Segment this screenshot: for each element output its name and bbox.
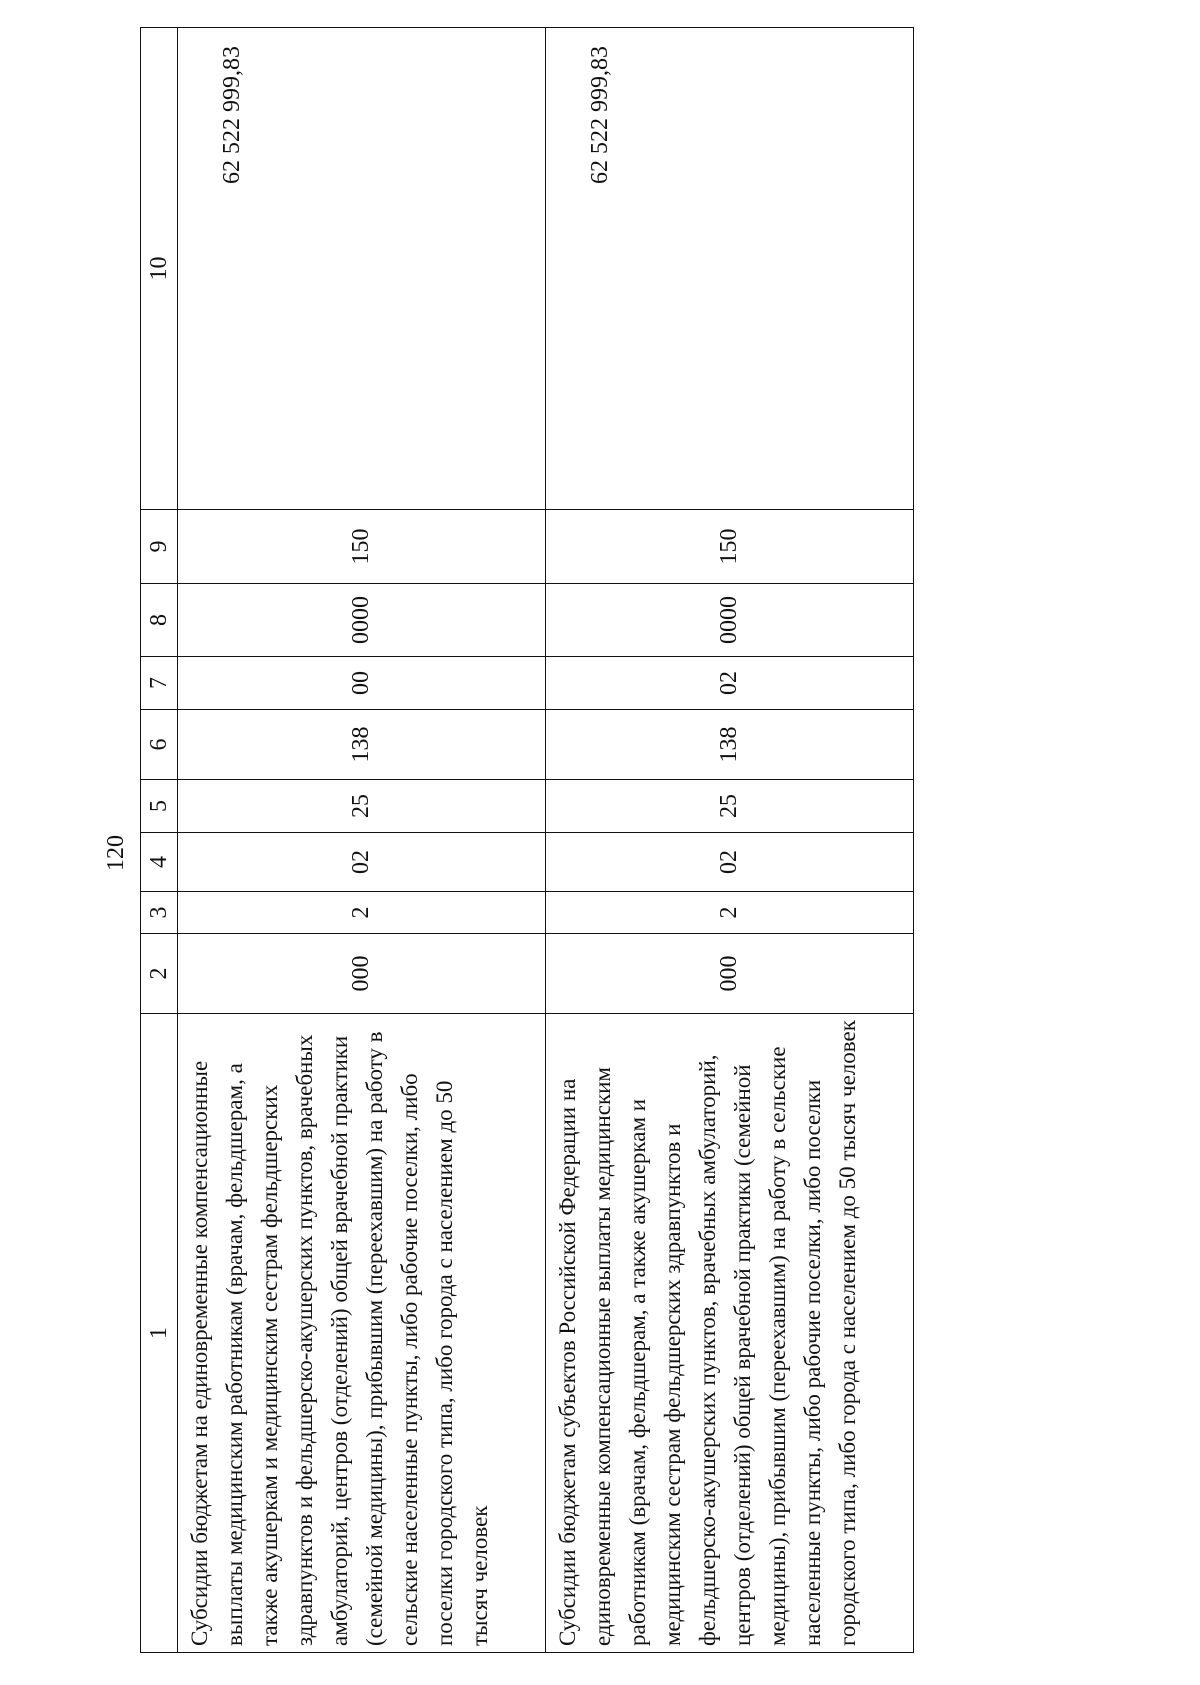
table-row bbox=[546, 28, 914, 1653]
code-cell: 138 bbox=[178, 710, 546, 780]
code-cell: 0000 bbox=[178, 584, 546, 657]
budget-table bbox=[140, 27, 914, 1653]
code-cell: 00 bbox=[178, 657, 546, 710]
code-cell: 150 bbox=[546, 510, 914, 584]
code-cell: 2 bbox=[546, 892, 914, 934]
amount-cell bbox=[546, 28, 914, 510]
column-header: 7 bbox=[141, 657, 178, 710]
code-cell: 25 bbox=[178, 780, 546, 833]
column-header: 10 bbox=[141, 28, 178, 510]
column-header: 8 bbox=[141, 584, 178, 657]
column-header: 5 bbox=[141, 780, 178, 833]
amount-value: 62 522 999,83 bbox=[587, 46, 613, 184]
table-header-row bbox=[141, 28, 178, 1653]
column-header: 3 bbox=[141, 892, 178, 934]
amount-value: 62 522 999,83 bbox=[219, 46, 245, 184]
code-cell: 02 bbox=[546, 657, 914, 710]
table-row bbox=[178, 28, 546, 1653]
page-number: 120 bbox=[103, 835, 129, 871]
code-cell: 138 bbox=[546, 710, 914, 780]
amount-cell bbox=[178, 28, 546, 510]
code-cell: 02 bbox=[546, 833, 914, 892]
row-description: Субсидии бюджетам субъектов Российской Федерации на единовременные компенсационные выплаты медицинским работникам (врачам, фельдшерам, а также акушеркам и медицинским сестрам фельдшерских здравпунктов и фельдшерско-акушерских пунктов, врачебных амбулаторий, центров (отделений) общей врачебной практики (семейной медицины), прибывшим (переехавшим) на работу в сельские населенные пункты, либо рабочие поселки, либо поселки городского типа, либо города с населением до 50 тысяч человек bbox=[546, 1014, 914, 1653]
code-cell: 02 bbox=[178, 833, 546, 892]
code-cell: 150 bbox=[178, 510, 546, 584]
column-header: 6 bbox=[141, 710, 178, 780]
row-description: Субсидии бюджетам на единовременные компенсационные выплаты медицинским работникам (врачам, фельдшерам, а также акушеркам и медицинским сестрам фельдшерских здравпунктов и фельдшерско-акушерских пунктов, врачебных амбулаторий, центров (отделений) общей врачебной практики (семейной медицины), прибывшим (переехавшим) на работу в сельские населенные пункты, либо рабочие поселки, либо поселки городского типа, либо города с населением до 50 тысяч человек bbox=[178, 1014, 546, 1653]
code-cell: 25 bbox=[546, 780, 914, 833]
code-cell: 2 bbox=[178, 892, 546, 934]
code-cell: 0000 bbox=[546, 584, 914, 657]
rotated-table-container bbox=[140, 46, 914, 1653]
column-header: 4 bbox=[141, 833, 178, 892]
code-cell: 000 bbox=[546, 934, 914, 1014]
column-header: 1 bbox=[141, 1014, 178, 1653]
column-header: 2 bbox=[141, 934, 178, 1014]
column-header: 9 bbox=[141, 510, 178, 584]
code-cell: 000 bbox=[178, 934, 546, 1014]
